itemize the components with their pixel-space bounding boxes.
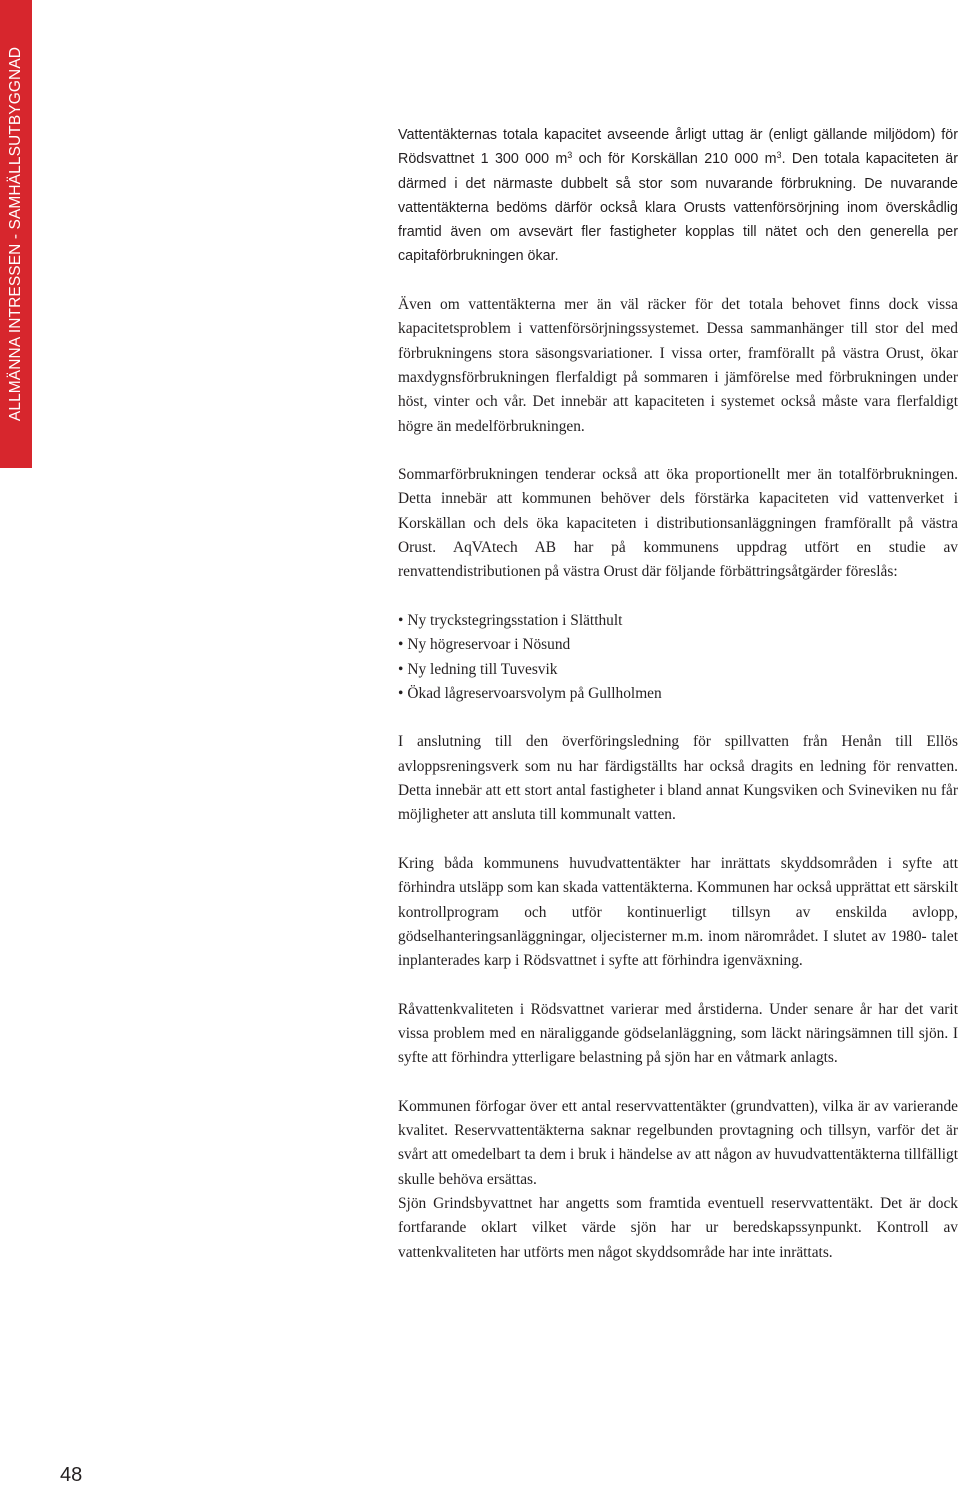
body-text xyxy=(398,123,958,1265)
paragraph-reserve-sources: Kommunen förfogar över ett antal reservvattentäkter (grundvatten), vilka är av varierande kvalitet. Reservvattentäkterna saknar regelbunden provtagning och tillsyn, varför det är svårt att omedelbart ta dem i bruk i händelse av att någon av huvudvattentäkterna tillfälligt skulle behöva ersättas. xyxy=(398,1097,958,1188)
page-number: 48 xyxy=(60,1464,83,1486)
paragraph-grindsbyvattnet: Sjön Grindsbyvattnet har angetts som framtida eventuell reservvattentäkt. Det är dock fortfarande oklart vilket värde sjön har ur beredskapssynpunkt. Kontroll av vattenkvaliteten har utförts men något skyddsområde har inte inrättats. xyxy=(398,1195,958,1261)
list-item-text: Ny ledning till Tuvesvik xyxy=(407,660,558,678)
list-item xyxy=(398,609,958,633)
superscript-cubic-2: 3 xyxy=(776,150,782,161)
paragraph-transfer-line: I anslutning till den överföringsledning för spillvatten från Henån till Ellös avloppsreningsverk som nu har färdigställts har också dragits en ledning för renvatten. Detta innebär att ett stort antal fastigheter i bland annat Kungsviken och Svineviken nu får möjligheter att ansluta till kommunalt vatten. xyxy=(398,733,958,824)
list-item xyxy=(398,658,958,682)
superscript-cubic-1: 3 xyxy=(567,150,573,161)
list-item-text: Ökad lågreservoarsvolym på Gullholmen xyxy=(407,684,662,702)
bullet-icon: • xyxy=(398,684,404,702)
section-side-tab xyxy=(0,0,32,468)
section-side-tab-label: ALLMÄNNA INTRESSEN - SAMHÄLLSUTBYGGNAD xyxy=(7,46,24,422)
bullet-icon: • xyxy=(398,611,404,629)
list-item xyxy=(398,633,958,657)
paragraph-capacity-part-2: och för Korskällan 210 000 m xyxy=(572,151,777,168)
paragraph-summer-consumption: Sommarförbrukningen tenderar också att öka proportionellt mer än totalförbrukningen. Detta innebär att kommunen behöver dels förstärka kapaciteten vid vattenverket i Korskällan och dels öka kapaciteten i distributionsanläggningen framförallt på västra Orust. AqVAtech AB har på kommunens uppdrag utfört en studie av renvattendistributionen på västra Orust där följande förbättringsåtgärder föreslås: xyxy=(398,466,958,581)
list-item-text: Ny högreservoar i Nösund xyxy=(407,636,571,654)
list-item xyxy=(398,682,958,706)
paragraph-capacity-part-3: . Den totala kapaciteten är därmed i det närmaste dubbelt så stor som nuvarande förbrukning. De nuvarande vattentäkterna bedöms därför också klara Orusts vattenförsörjning inom överskådlig framtid även om avsevärt fler fastigheter kopplas till nätet och den generella per capitaförbrukningen ökar. xyxy=(398,151,958,265)
paragraph-protection-zones: Kring båda kommunens huvudvattentäkter har inrättats skyddsområden i syfte att förhindra utsläpp som kan skada vattentäkterna. Kommunen har också upprättat ett särskilt kontrollprogram och utför kontinuerligt tillsyn av enskilda avlopp, gödselhanteringsanläggningar, oljecisterner m.m. inom närområdet. I slutet av 1980- talet inplanterades karp i Rödsvattnet i syfte att förhindra igenväxning. xyxy=(398,854,958,970)
measures-list xyxy=(398,609,958,706)
paragraph-capacity-part-1: Vattentäkternas totala kapacitet avseende årligt uttag är (enligt gällande miljödom) för Rödsvattnet 1 300 000 m xyxy=(398,127,958,168)
list-item-text: Ny tryckstegringsstation i Slätthult xyxy=(407,611,623,629)
paragraph-capacity xyxy=(398,123,958,269)
bullet-icon: • xyxy=(398,636,404,654)
bullet-icon: • xyxy=(398,660,404,678)
paragraph-raw-water-quality: Råvattenkvaliteten i Rödsvattnet varierar med årstiderna. Under senare år har det varit vissa problem med en näraliggande gödselanläggning, som läckt näringsämnen till sjön. I syfte att förhindra ytterligare belastning på sjön har en våtmark anlagts. xyxy=(398,1000,958,1067)
paragraph-capacity-problems: Även om vattentäkterna mer än väl räcker för det totala behovet finns dock vissa kapacitetsproblem i vattenförsörjningssystemet. Dessa sammanhänger till stor del med förbrukningens stora säsongsvariationer. I vissa orter, framförallt på västra Orust, ökar maxdygnsförbrukningen flerfaldigt på sommaren i jämförelse med förbrukningen under höst, vinter och vår. Det innebär att kapaciteten i systemet också måste vara flerfaldigt högre än medelförbrukningen. xyxy=(398,296,958,435)
